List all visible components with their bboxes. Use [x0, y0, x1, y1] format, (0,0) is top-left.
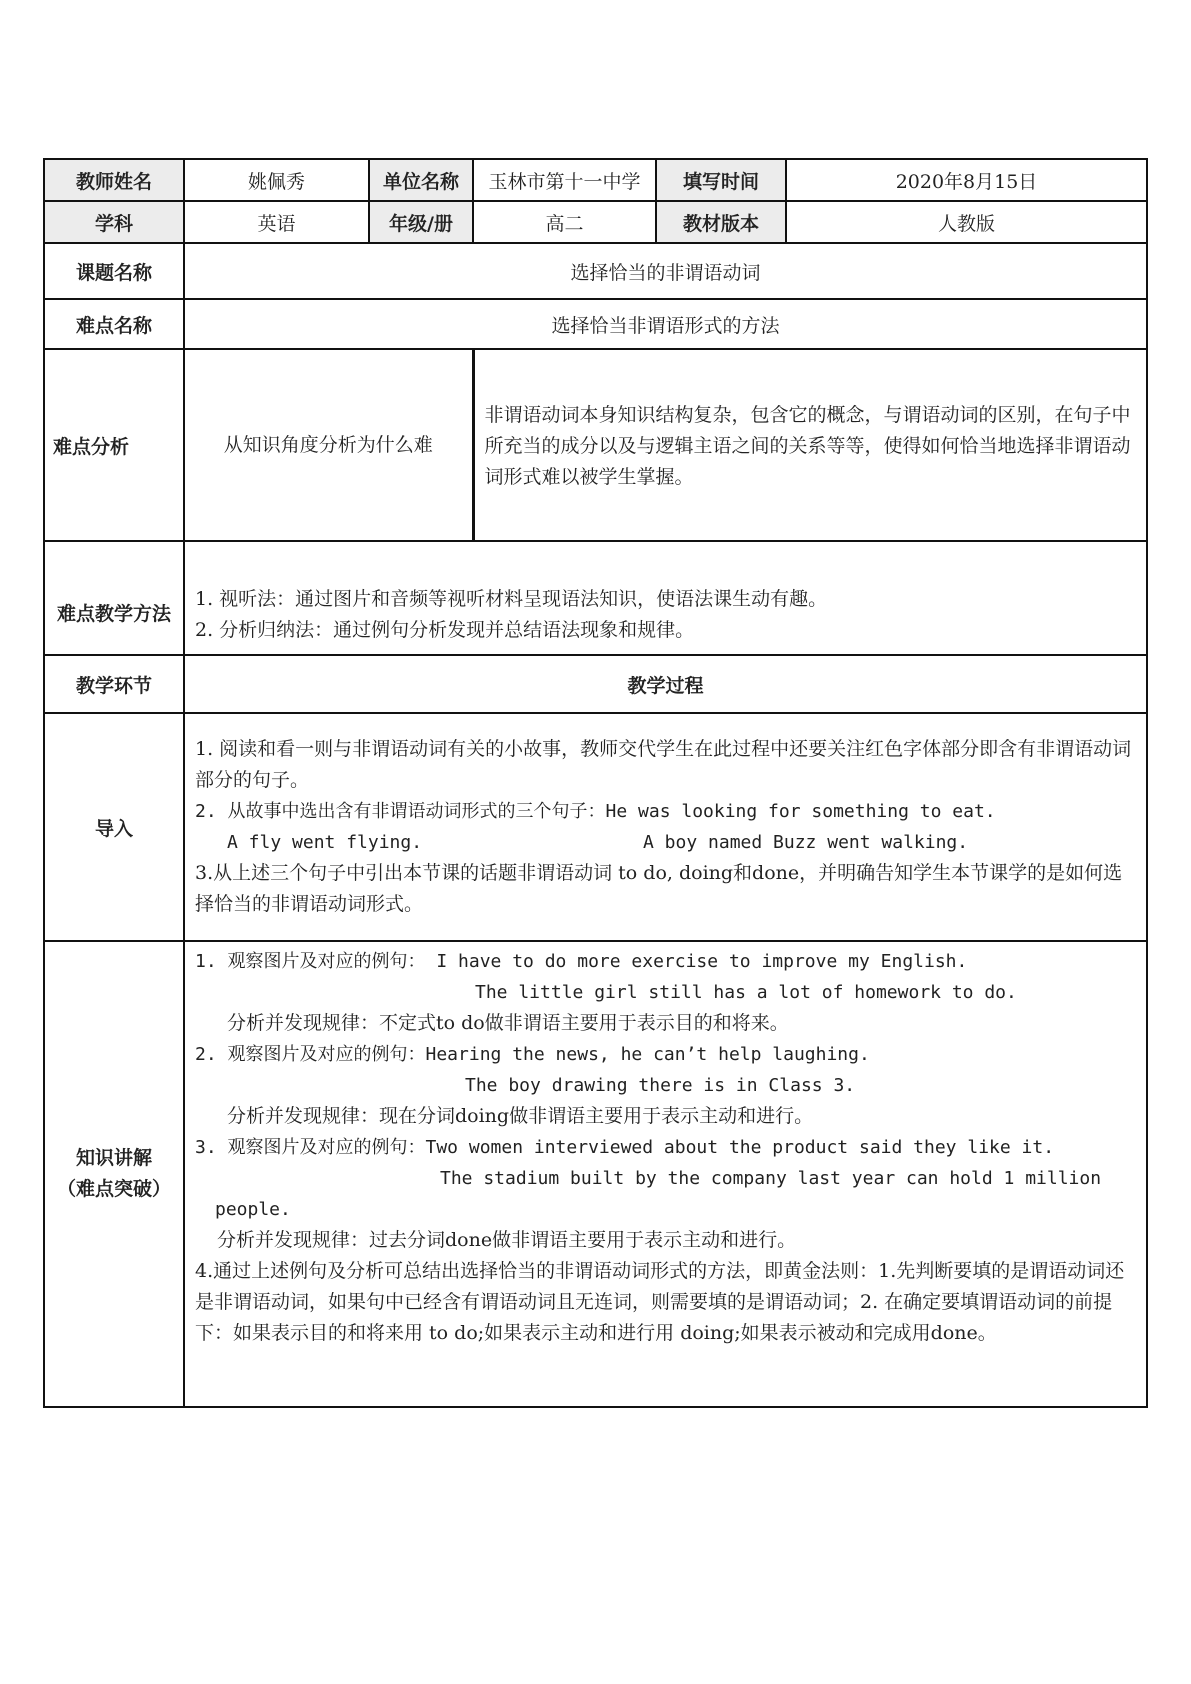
- knowledge-content: [184, 941, 1147, 1407]
- intro-example-boy: A boy named Buzz went walking.: [643, 832, 969, 853]
- time-label: 填写时间: [656, 159, 786, 201]
- method-content: [184, 541, 1147, 655]
- difficulty-value: 选择恰当非谓语形式的方法: [184, 299, 1147, 349]
- knowledge-line-2: The little girl still has a lot of homework to do.: [475, 982, 1017, 1003]
- topic-label: 课题名称: [44, 243, 184, 299]
- process-header-row: [44, 655, 1147, 713]
- method-row: [44, 541, 1147, 655]
- knowledge-line-3: 分析并发现规律：不定式to do做非谓语主要用于表示目的和将来。: [227, 1012, 789, 1034]
- process-label: 教学过程: [184, 655, 1147, 713]
- knowledge-label-2: （难点突破）: [56, 1178, 171, 1200]
- intro-example-fly: A fly went flying.: [227, 832, 423, 853]
- info-row-2: [44, 201, 1147, 243]
- knowledge-line-10: 4.通过上述例句及分析可总结出选择恰当的非谓语动词形式的方法，即黄金法则：1.先判断要填的是谓语动词还是非谓语动词，如果句中已经含有谓语动词且无连词，则需要填的是谓语动词；2. 在确定要填谓语动词的前提下：如果表示目的和将来用 to do;如果表示主动和进行用 doing;如果表示被动和完成用done。: [195, 1260, 1125, 1344]
- method-line-1: 1. 视听法：通过图片和音频等视听材料呈现语法知识，使语法课生动有趣。: [195, 588, 828, 610]
- knowledge-line-6: 分析并发现规律：现在分词doing做非谓语主要用于表示主动和进行。: [227, 1105, 814, 1127]
- knowledge-label: [44, 941, 184, 1407]
- knowledge-label-1: 知识讲解: [75, 1147, 152, 1169]
- knowledge-line-5: The boy drawing there is in Class 3.: [465, 1075, 856, 1096]
- knowledge-line-8: The stadium built by the company last year can hold 1 million people.: [215, 1168, 1102, 1220]
- knowledge-line-4: 2. 观察图片及对应的例句：Hearing the news, he can’t help laughing.: [195, 1044, 870, 1065]
- info-row-1: [44, 159, 1147, 201]
- grade-label: 年级/册: [369, 201, 473, 243]
- lesson-form: [43, 158, 1146, 1408]
- analysis-text: 非谓语动词本身知识结构复杂，包含它的概念，与谓语动词的区别，在句子中所充当的成分以及与逻辑主语之间的关系等等，使得如何恰当地选择非谓语动词形式难以被学生掌握。: [473, 349, 1147, 541]
- knowledge-line-7: 3. 观察图片及对应的例句：Two women interviewed about the product said they like it.: [195, 1137, 1055, 1158]
- intro-line-4: 3.从上述三个句子中引出本节课的话题非谓语动词 to do, doing和done，并明确告知学生本节课学的是如何选择恰当的非谓语动词形式。: [195, 862, 1123, 915]
- edition-value: 人教版: [786, 201, 1147, 243]
- lesson-table: [43, 158, 1148, 1408]
- intro-label: 导入: [44, 713, 184, 941]
- subject-label: 学科: [44, 201, 184, 243]
- knowledge-row: [44, 941, 1147, 1407]
- analysis-label: 难点分析: [44, 349, 184, 541]
- difficulty-label: 难点名称: [44, 299, 184, 349]
- intro-content: [184, 713, 1147, 941]
- intro-line-2: 2. 从故事中选出含有非谓语动词形式的三个句子：He was looking for something to eat.: [195, 801, 996, 822]
- intro-line-3: [195, 827, 1136, 858]
- method-label: 难点教学方法: [44, 541, 184, 655]
- analysis-sub-label: 从知识角度分析为什么难: [184, 349, 473, 541]
- method-line-2: 2. 分析归纳法：通过例句分析发现并总结语法现象和规律。: [195, 619, 695, 641]
- topic-value: 选择恰当的非谓语动词: [184, 243, 1147, 299]
- knowledge-line-9: 分析并发现规律：过去分词done做非谓语主要用于表示主动和进行。: [217, 1229, 797, 1251]
- stage-label: 教学环节: [44, 655, 184, 713]
- unit-value: 玉林市第十一中学: [473, 159, 656, 201]
- teacher-value: 姚佩秀: [184, 159, 369, 201]
- intro-line-1: 1. 阅读和看一则与非谓语动词有关的小故事，教师交代学生在此过程中还要关注红色字体部分即含有非谓语动词部分的句子。: [195, 738, 1132, 791]
- subject-value: 英语: [184, 201, 369, 243]
- unit-label: 单位名称: [369, 159, 473, 201]
- knowledge-line-1: 1. 观察图片及对应的例句： I have to do more exercise to improve my English.: [195, 951, 968, 972]
- edition-label: 教材版本: [656, 201, 786, 243]
- grade-value: 高二: [473, 201, 656, 243]
- difficulty-row: [44, 299, 1147, 349]
- intro-row: [44, 713, 1147, 941]
- topic-row: [44, 243, 1147, 299]
- analysis-row: [44, 349, 1147, 541]
- time-value: 2020年8月15日: [786, 159, 1147, 201]
- teacher-label: 教师姓名: [44, 159, 184, 201]
